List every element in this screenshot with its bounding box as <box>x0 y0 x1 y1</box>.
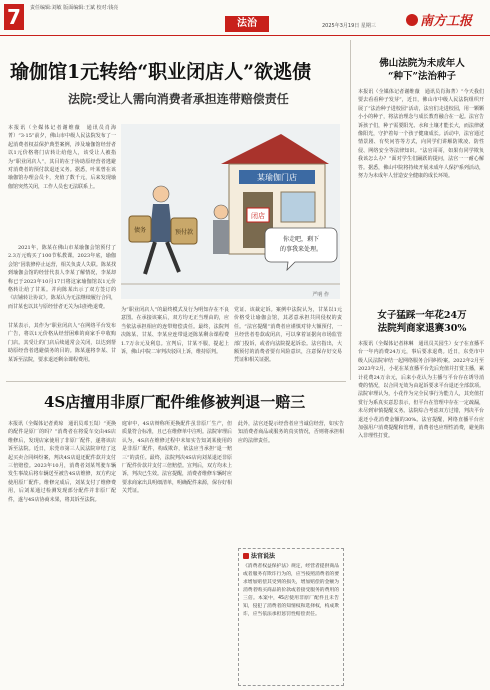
person2-body <box>213 220 229 254</box>
page-header <box>0 0 490 36</box>
sidebar-headline-1b: “种下”法治种子 <box>388 71 456 82</box>
sidebar-headline-1a: 佛山法院为未成年人 <box>379 58 465 69</box>
sidebar-headline-2a: 女子猛踩一年花24万 <box>377 310 467 321</box>
section-divider <box>6 381 346 382</box>
judge-comment-box <box>238 548 344 686</box>
main-column-3: 党证、该裁定诉。案例中法院认为，甘某以1元价格受让瑜伽会馆，其恶意承担共同侵权的责任。“法官提醒”消费者应谨慎对待大额预付，一旦经营者卷款或闭店，可以拿着证据向市场监管部门投诉，或者向法院提起诉讼。法官指出，大额预付的消费者要有风险意识，注意保存好交易凭证和相关证据。 <box>234 307 342 364</box>
person-head <box>153 186 169 202</box>
judge-comment-body: 《消费者权益保护法》规定，经营者提供商品或者服务有欺诈行为的，应当按照消费者的要求增加赔偿其受到的损失，增加赔偿的金额为消费者购买商品的价款或者接受服务的费用的三倍。本案中，4S店使用非原厂配件且未告知，侵犯了消费者的知情权和选择权，构成欺诈，应当依法承担惩罚性赔偿责任。 <box>243 564 339 617</box>
shop-sign-text: 某瑜伽门店 <box>257 173 297 182</box>
sidebar-story-2-body: 本报讯（全媒体记者林琳 通讯员关园生）女子在直播平台一年内消费24万元，事后要求退费。近日，东莞市中级人民法院审结一起网络服务合同纠纷案。2022年2月至2023年2月，小花在某直播平台先后充值并打赏主播，累计花费24万余元，后来小花认为主播与平台存在诱导消费的情况，以合同无效为由起诉要求平台退还全部款项。法院审理认为，小花作为完全民事行为能力人，其充值打赏行为系真实意思表示，但平台在管理中存在一定疏漏，未尽到审慎提醒义务。法院综合考虑双方过错，判决平台退还小花消费金额的30%。法官提醒，网络直播平台应加强用户消费提醒和管理，消费者也应理性消费，避免陷入非理性打赏。 <box>358 341 484 440</box>
speech-text-2: 的事我来处理。 <box>279 246 323 253</box>
sidebar-story-1-body: 本报讯（全媒体记者谢维薇 通讯员肖海菁）“今天我们要去看看种子发芽”，近日，佛山市中级人民法院组织开展了“法治种子进校园”活动，法官们走进校园，用一颗颗小小的种子，将法治理念与成长教育融合在一起。法官告诉孩子们，种子需要阳光、水和土壤才能长大，而法律就像阳光，守护着每一个孩子健康成长。活动中，法官通过情景剧、有奖问答等方式，向同学们讲解防欺凌、防性侵、网络安全等法律知识。“法官哥哥，如果有同学欺负我该怎么办？”面对学生们踊跃的提问，法官一一耐心解答。据悉，佛山中院将持续开展未成年人保护系列活动，努力为未成年人营造安全健康的成长环境。 <box>358 89 484 180</box>
main-column-1: 本报讯（全媒体记者谢维薇 通讯员肖海菁）“3·15”前夕，佛山市中级人民法院发布了一起消费者权益保护典型案例，涉及瑜伽馆经营者以1元价格将门店转让给他人，该受让人被指为“职业闭店人”，其目的在于协助原经营者逃避对消费者的预付款退还义务。据悉，叶某曾在该瑜伽馆办理会员卡，充值了数千元，后来发现瑜伽馆突然关闭，工作人员也无法联系上。 <box>8 125 116 190</box>
column-divider <box>350 40 351 380</box>
newspaper-logo <box>406 12 486 32</box>
section-tag: 法治 <box>225 16 269 32</box>
illustration-credit: 严明 作 <box>312 292 329 298</box>
logo-mark-icon <box>406 14 418 26</box>
cartoon-illustration <box>121 124 340 299</box>
bottom-headline: 4S店擅用非原厂配件维修被判退一赔三 <box>44 393 306 411</box>
sidebar-headline-2b: 法院判商家退赛30% <box>377 323 467 334</box>
shop-window <box>281 192 315 222</box>
editors-line: 责任编辑:刘敏 版面编辑:王斌 校对:钱亮 <box>30 5 119 11</box>
bag-debt-label: 债务 <box>133 227 147 234</box>
bottom-column-2: 庭审中，4S店辩称所更换配件虽非原厂生产，但质量符合标准，且已在维修单中注明。法院审理后认为，4S店在维修过程中未如实告知刘某使用的是非原厂配件，构成欺诈，依法应当承担“退一赔三”的责任。最终，法院判决4S店向刘某退还非原厂配件价款并支付三倍赔偿。宣判后，双方均未上诉，判决已生效。法官提醒，消费者维修车辆时应要求商家出具明细清单，明确配件来源，保存好相关凭证。 <box>122 421 232 495</box>
bag-prepaid-label: 预付款 <box>174 229 194 236</box>
main-column-2: 为“职业闭店人”的最终模式及行为明知存在不良意图。在承接该案后，双方均无正当理由的，应当依法承担相应的连带赔偿责任。最终，法院判决陈某、甘某、李某应连带退还陈某剩余课程费1.7万余元及利息。宣判后，甘某不服，提起上诉，佛山中院二审判决驳回上诉，维持原判。 <box>121 307 229 356</box>
speech-text-1: 你走吧，剩下 <box>282 236 320 243</box>
bullet-icon <box>243 553 249 559</box>
main-column-1b: 2021年，陈某在佛山市某瑜伽会馆预付了2.3万元购买了100节私教课。2023年底，瑜伽会馆“因装修停止运营，相关负责人失联。陈某找到瑜伽会馆的经营代表人李某了解情况，李某却称已于2023年10月17日将这家瑜伽馆以1元价格转让给了甘某。并向陈某出示了双方签订的《店铺转让协议》。陈某认为无法继续履行合同，而甘某也以其与原经营者无关为由拒绝退费。 <box>8 245 116 310</box>
main-subheadline: 法院:受让人需向消费者承担连带赔偿责任 <box>68 92 289 106</box>
bottom-column-1: 本报讯（全媒体记者黄琼 通讯员邓玉岚）“更换的配件是原厂的吗？”消费者在将爱车交由4S店维修后，发现店家使用了非原厂配件，遂将该店诉至法院。近日，东莞市第三人民法院审结了这起买卖合同纠纷案，判决4S店退还配件款并支付三倍赔偿。2023年10月，消费者刘某驾驶车辆发生事故后将车辆送至被告4S店维修，双方约定使用原厂配件。维修完成后，刘某支付了维修费用，后刘某通过检测发现部分配件并非原厂配件，遂与4S店协商未果，将其诉至法院。 <box>8 421 116 503</box>
bottom-column-3: 此外，法官还提示经营者应当诚信经营，如实告知消费者商品或服务的真实情况，否则将承担相应的法律责任。 <box>238 421 344 444</box>
main-column-1c: 甘某表示，其作为“职业闭店人”在网络平台发布广告，将以1元价格从经营困难的商家手中收购门店。其受让的门店后续通常会关闭，以达到帮助原经营者逃避债务的目的。陈某遂将李某、甘某诉至法院，要求退还剩余课程费用。 <box>8 323 116 363</box>
judge-comment-heading <box>243 553 339 561</box>
logo-text: 南方工报 <box>420 14 473 29</box>
judge-comment-title: 法官说法 <box>251 553 276 560</box>
closed-sign-text: 闭店 <box>251 212 265 220</box>
main-headline: 瑜伽馆1元转给“职业闭店人”欲逃债 <box>10 61 312 83</box>
issue-date: 2025年3月19日 星期三 <box>322 23 376 29</box>
page-number: 7 <box>4 4 24 30</box>
person2-head <box>214 205 228 219</box>
person-body <box>149 204 173 242</box>
